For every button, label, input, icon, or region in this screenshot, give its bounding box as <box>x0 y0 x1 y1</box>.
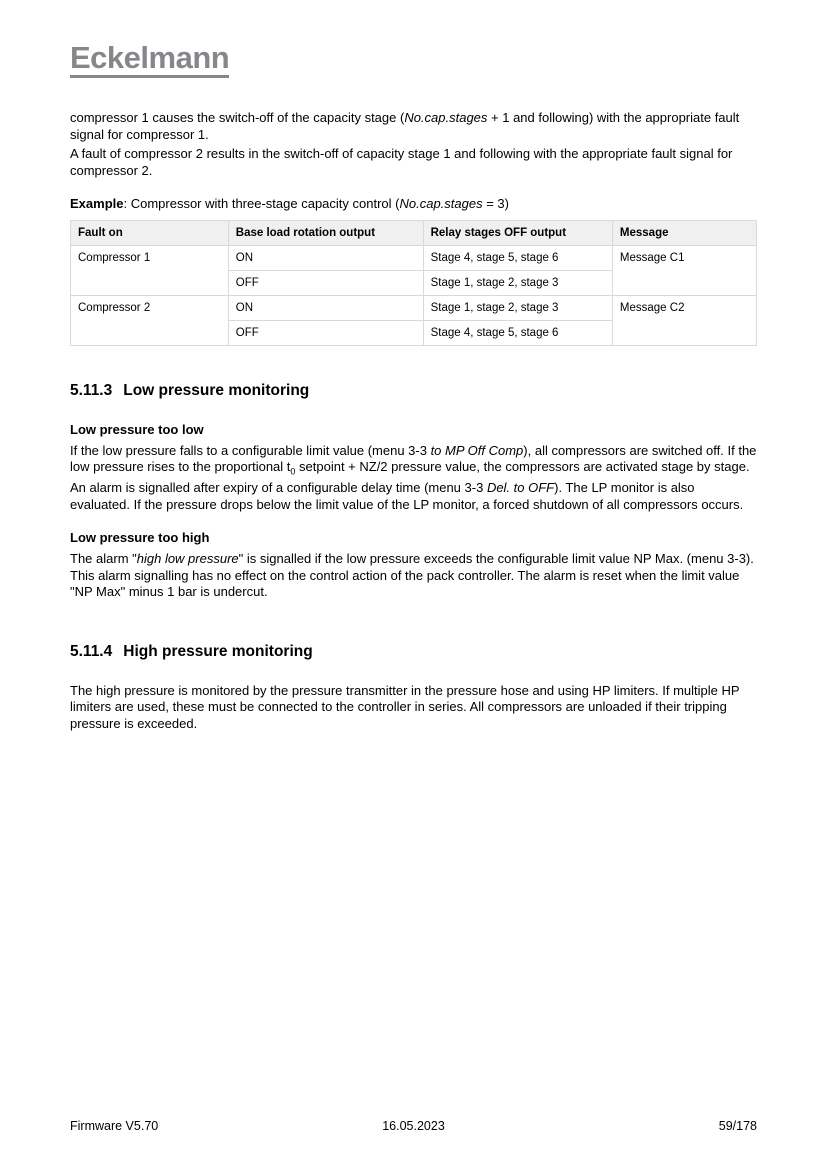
page-footer <box>70 1119 757 1135</box>
footer-page-number: 59/178 <box>718 1119 757 1133</box>
table-cell-message: Message C1 <box>612 245 756 295</box>
table-cell-base: OFF <box>228 270 423 295</box>
section-number: 5.11.3 <box>70 381 113 399</box>
fault-capacity-table <box>70 220 757 346</box>
table-header-row <box>71 220 757 245</box>
paragraph-low-pressure-too-high: The alarm "high low pressure" is signalled if the low pressure exceeds the configurable limit value NP Max. (menu 3-3). This alarm signalling has no effect on the control action of the pack controller. The alarm is reset when the limit value "NP Max" minus 1 bar is undercut. <box>70 551 754 600</box>
table-cell-relay: Stage 4, stage 5, stage 6 <box>423 320 612 345</box>
table-cell-base: ON <box>228 295 423 320</box>
table-header-fault-on: Fault on <box>71 220 229 245</box>
section-heading-low-pressure <box>70 382 757 400</box>
table-row <box>71 245 757 270</box>
example-line: Example: Compressor with three-stage capacity control (No.cap.stages = 3) <box>70 196 509 211</box>
footer-firmware-version: Firmware V5.70 <box>70 1119 159 1133</box>
paragraph-high-pressure: The high pressure is monitored by the pressure transmitter in the pressure hose and using HP limiters. If multiple HP limiters are used, these must be connected to the controller in series. All compressors are unloaded if their tripping pressure is exceeded. <box>70 682 740 731</box>
table-row <box>71 295 757 320</box>
table-cell-fault: Compressor 2 <box>71 295 229 345</box>
table-cell-relay: Stage 4, stage 5, stage 6 <box>423 245 612 270</box>
table-cell-message: Message C2 <box>612 295 756 345</box>
section-title: Low pressure monitoring <box>123 381 310 399</box>
table-header-message: Message <box>612 220 756 245</box>
table-cell-base: OFF <box>228 320 423 345</box>
section-heading-high-pressure <box>70 643 757 661</box>
table-header-relay-stages: Relay stages OFF output <box>423 220 612 245</box>
paragraph-low-pressure-too-low: If the low pressure falls to a configurable limit value (menu 3-3 to MP Off Comp), all compressors are switched off. If the low pressure rises to the proportional $t_0$ setpoint + NZ/2 pressure value, the compressors are activated stage by stage. An alarm is signalled after expiry of a configurable delay time (menu 3-3 Del. to OFF). The LP monitor is also evaluated. If the pressure drops below the limit value of the LP monitor, a forced shutdown of all compressors occurs. <box>70 442 757 512</box>
table-cell-relay: Stage 1, stage 2, stage 3 <box>423 295 612 320</box>
document-page <box>70 0 757 732</box>
footer-date: 16.05.2023 <box>382 1119 445 1133</box>
table-header-base-load: Base load rotation output <box>228 220 423 245</box>
table-cell-relay: Stage 1, stage 2, stage 3 <box>423 270 612 295</box>
table-cell-base: ON <box>228 245 423 270</box>
section-title: High pressure monitoring <box>123 642 313 660</box>
intro-paragraph-2: A fault of compressor 2 results in the switch-off of capacity stage 1 and following with the appropriate fault signal for compressor 2. <box>70 146 733 178</box>
subheading-low-pressure-too-high: Low pressure too high <box>70 530 210 546</box>
subheading-low-pressure-too-low: Low pressure too low <box>70 421 204 437</box>
eckelmann-logo: Eckelmann <box>70 42 229 78</box>
table-cell-fault: Compressor 1 <box>71 245 229 295</box>
section-number: 5.11.4 <box>70 642 113 660</box>
intro-paragraph-1: compressor 1 causes the switch-off of the capacity stage (No.cap.stages + 1 and following) with the appropriate fault signal for compressor 1. <box>70 110 740 142</box>
